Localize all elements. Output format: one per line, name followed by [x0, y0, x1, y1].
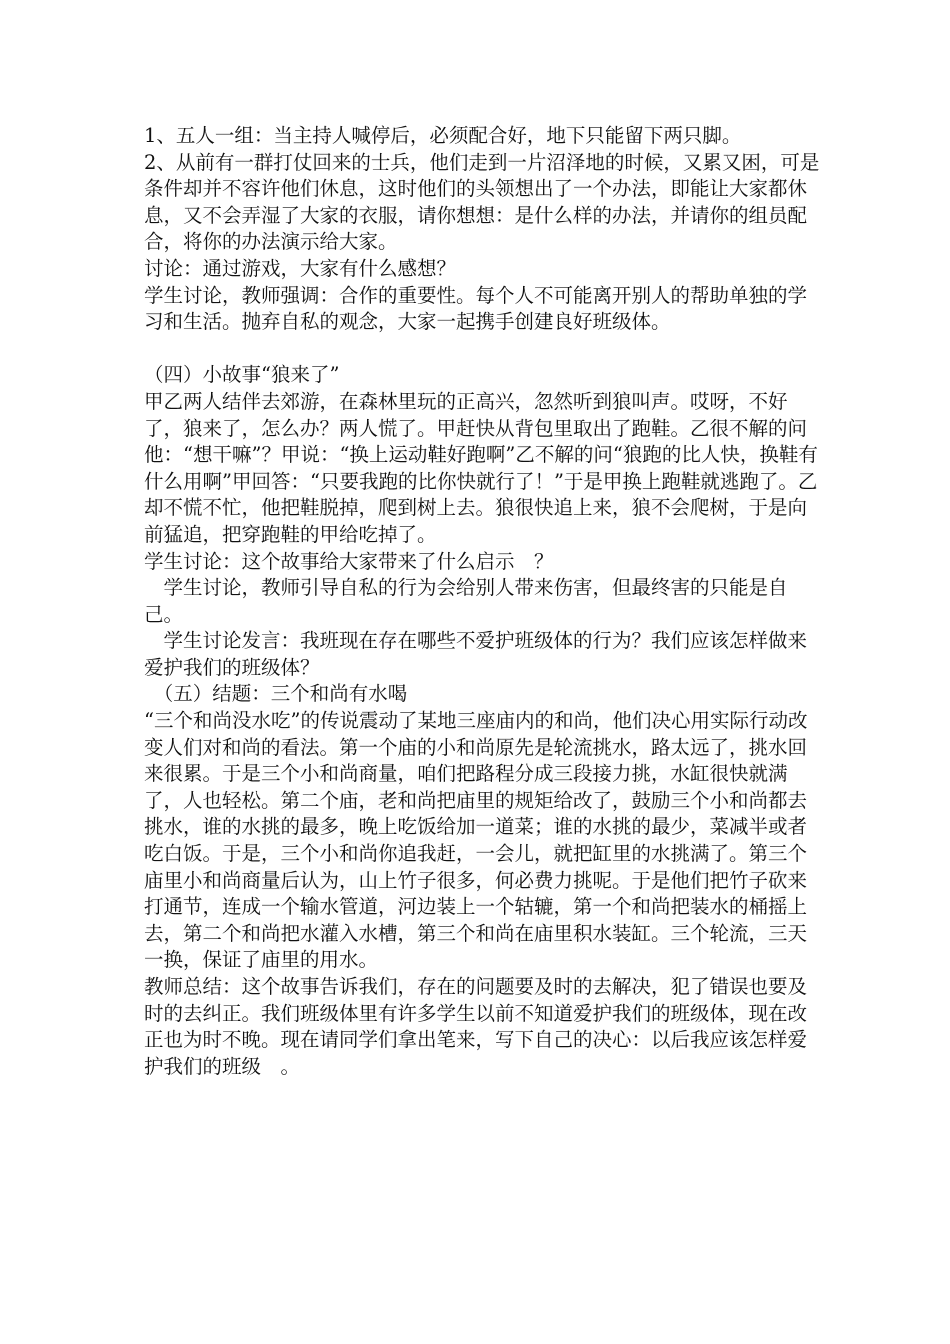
paragraph-teacher-summary: 教师总结：这个故事告诉我们，存在的问题要及时的去解决，犯了错误也要及时的去纠正。我们班级体里有许多学生以前不知道爱护我们的班级体，现在改正也为时不晚。现在请同学们拿出笔来，写下自己的决心：以后我应该怎样爱护我们的班级 。: [144, 975, 808, 1078]
section-heading-wolf-story: （四）小故事“狼来了”: [144, 363, 340, 387]
paragraph-teacher-guidance: 学生讨论，教师引导自私的行为会给别人带来伤害，但最终害的只能是自己。: [144, 576, 788, 626]
paragraph-game-five-person: 1、五人一组：当主持人喊停后，必须配合好，地下只能留下两只脚。: [144, 124, 742, 147]
paragraph-discussion-question: 讨论：通过游戏，大家有什么感想？: [144, 256, 457, 280]
section-heading-three-monks: （五）结题：三个和尚有水喝: [144, 682, 408, 706]
paragraph-story-question: 学生讨论：这个故事给大家带来了什么启示 ？: [144, 549, 554, 573]
paragraph-teacher-emphasis: 学生讨论，教师强调：合作的重要性。每个人不可能离开别人的帮助单独的学习和生活。抛弃自私的观念，大家一起携手创建良好班级体。: [144, 283, 808, 334]
paragraph-soldiers-swamp: 2、从前有一群打仗回来的士兵，他们走到一片沼泽地的时候，又累又困，可是条件却并不容许他们休息，这时他们的头领想出了一个办法，即能让大家都休息，又不会弄湿了大家的衣服，请你想想：是什么样的办法，并请你的组员配合，将你的办法演示给大家。: [144, 150, 820, 254]
document-page: [144, 123, 824, 1080]
paragraph-three-monks-story: “三个和尚没水吃”的传说震动了某地三座庙内的和尚，他们决心用实际行动改变人们对和尚的看法。第一个庙的小和尚原先是轮流挑水，路太远了，挑水回来很累。于是三个小和尚商量，咱们把路程分成三段接力挑，水缸很快就满了，人也轻松。第二个庙，老和尚把庙里的规矩给改了，鼓励三个小和尚都去挑水，谁的水挑的最多，晚上吃饭给加一道菜；谁的水挑的最少，菜减半或者吃白饭。于是，三个小和尚你追我赶，一会儿，就把缸里的水挑满了。第三个庙里小和尚商量后认为，山上竹子很多，何必费力挑呢。于是他们把竹子砍来打通节，连成一个输水管道，河边装上一个轱辘，第一个和尚把装水的桶摇上去，第二个和尚把水灌入水槽，第三个和尚在庙里积水装缸。三个轮流，三天一换，保证了庙里的用水。: [144, 709, 808, 972]
paragraph-class-behavior-question: 学生讨论发言：我班现在存在哪些不爱护班级体的行为？我们应该怎样做来爱护我们的班级体？: [144, 629, 808, 679]
blank-line: [144, 336, 824, 363]
paragraph-wolf-story: 甲乙两人结伴去郊游，在森林里玩的正高兴，忽然听到狼叫声。哎呀，不好了，狼来了，怎么办？两人慌了。甲赶快从背包里取出了跑鞋。乙很不解的问他：“想干嘛”？甲说：“换上运动鞋好跑啊”乙不解的问“狼跑的比人快，换鞋有什么用啊”甲回答：“只要我跑的比你快就行了！”于是甲换上跑鞋就逃跑了。乙却不慌不忙，他把鞋脱掉，爬到树上去。狼很快追上来，狼不会爬树，于是向前猛追，把穿跑鞋的甲给吃掉了。: [144, 389, 818, 546]
